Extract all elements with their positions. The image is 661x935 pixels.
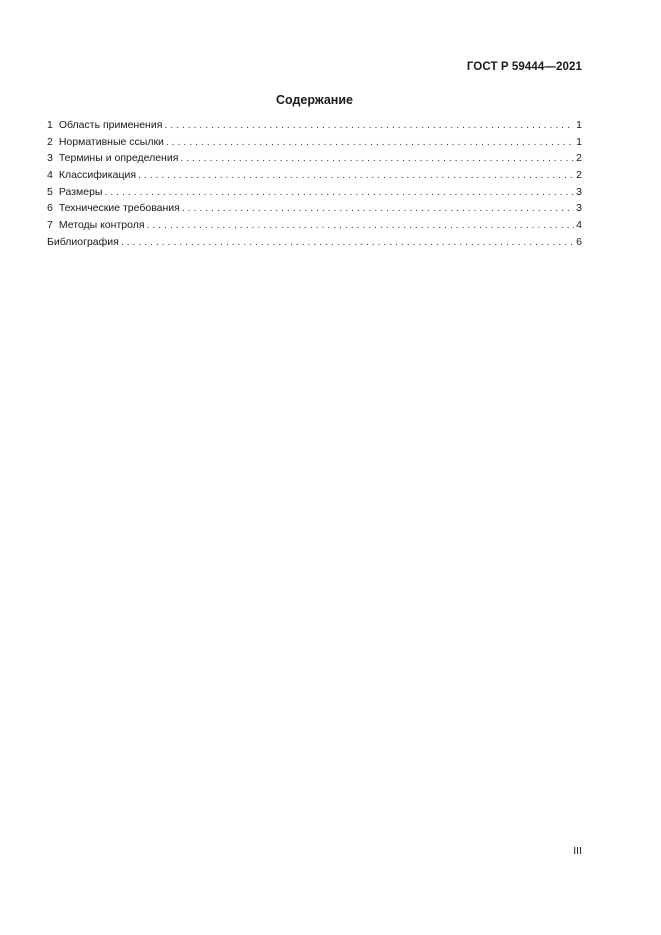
- toc-entry-normative-references[interactable]: [47, 134, 582, 151]
- toc-entry-label: Нормативные ссылки: [58, 135, 164, 148]
- toc-entry-terms-definitions[interactable]: [47, 150, 582, 167]
- document-code: ГОСТ Р 59444—2021: [466, 61, 582, 73]
- toc-entry-page: 1: [576, 135, 582, 148]
- toc-title: Содержание: [275, 93, 353, 107]
- toc-leader-dots: [166, 134, 574, 151]
- toc-leader-dots: [138, 167, 574, 184]
- toc-entry-number: 2: [47, 135, 53, 148]
- toc-entry-number: 7: [47, 219, 53, 232]
- toc-leader-dots: [180, 150, 574, 167]
- toc-leader-dots: [121, 234, 574, 251]
- toc-entry-number: 1: [47, 119, 53, 131]
- toc-entry-label: Область применения: [58, 119, 163, 131]
- toc-entry-label: Методы контроля: [58, 219, 145, 232]
- toc-entry-label: Классификация: [58, 169, 137, 182]
- toc-entry-classification[interactable]: [47, 167, 582, 184]
- toc-entry-label: Размеры: [58, 185, 103, 198]
- toc-entry-page: 1: [576, 119, 582, 131]
- toc-entry-number: 4: [47, 169, 53, 182]
- table-of-contents: [47, 117, 582, 251]
- toc-entry-page: 3: [576, 185, 582, 198]
- toc-entry-dimensions[interactable]: [47, 184, 582, 201]
- toc-entry-label: Библиография: [47, 235, 119, 248]
- page-number: III: [573, 845, 582, 857]
- toc-entry-page: 2: [576, 152, 582, 165]
- toc-entry-page: 2: [576, 169, 582, 182]
- toc-entry-test-methods[interactable]: [47, 217, 582, 234]
- toc-entry-number: 5: [47, 185, 53, 198]
- toc-entry-number: 6: [47, 202, 53, 215]
- toc-leader-dots: [164, 117, 574, 134]
- toc-entry-page: 3: [576, 202, 582, 215]
- toc-entry-number: 3: [47, 152, 53, 165]
- toc-leader-dots: [104, 184, 574, 201]
- toc-entry-page: 4: [576, 219, 582, 232]
- toc-leader-dots: [182, 200, 574, 217]
- toc-entry-bibliography[interactable]: [47, 234, 582, 251]
- toc-entry-technical-requirements[interactable]: [47, 200, 582, 217]
- toc-entry-label: Термины и определения: [58, 152, 179, 165]
- toc-entry-page: 6: [576, 235, 582, 248]
- toc-leader-dots: [147, 217, 575, 234]
- toc-entry-scope[interactable]: [47, 117, 582, 134]
- toc-entry-label: Технические требования: [58, 202, 180, 215]
